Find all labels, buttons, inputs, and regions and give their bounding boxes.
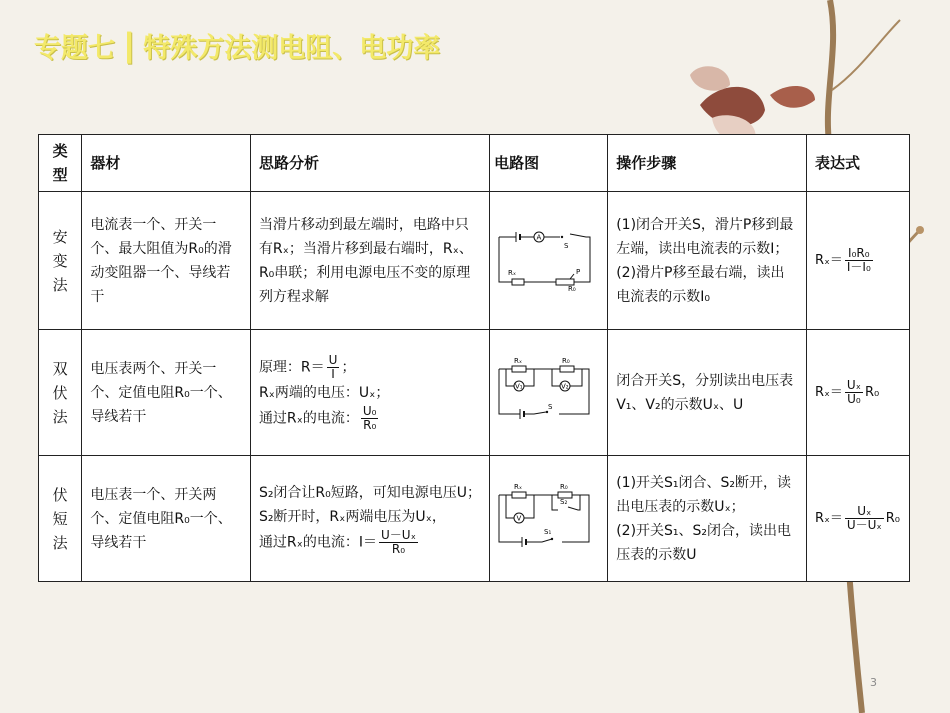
- step-item: (1)开关S₁闭合、S₂断开，读出电压表的示数Uₓ；: [616, 474, 792, 515]
- row-analysis: [250, 330, 489, 456]
- circuit-label: S₂: [560, 497, 568, 506]
- circuit-label: V: [516, 514, 522, 522]
- title-separator: ┃: [121, 33, 138, 64]
- row-analysis: [250, 456, 489, 582]
- analysis-line: Rₓ两端的电压：Uₓ；: [258, 384, 390, 401]
- row-expression: [807, 192, 910, 330]
- expression-formula: Rₓ＝ $\frac{\text{Uₓ}}{\text{U₀}}$ R₀: [815, 378, 880, 406]
- table-header-row: [39, 135, 910, 192]
- header-circuit: 电路图: [490, 135, 608, 192]
- table-row: [39, 330, 910, 456]
- step-item: (2)滑片P移至最右端，读出电流表的示数I₀: [616, 264, 785, 305]
- row-equipment: 电压表一个、开关两个、定值电阻R₀一个、导线若干: [82, 456, 251, 582]
- row-steps: [608, 330, 807, 456]
- row-type: 安变法: [39, 192, 82, 330]
- row-expression: [807, 456, 910, 582]
- circuit-diagram: [490, 192, 608, 330]
- row-analysis: 当滑片移动到最左端时，电路中只有Rₓ；当滑片移到最右端时，Rₓ、R₀串联；利用电源电压不变的原理列方程求解: [250, 192, 489, 330]
- header-type: 类型: [39, 135, 82, 192]
- circuit-label: Rₓ: [514, 356, 523, 365]
- circuit-label: P: [576, 267, 581, 276]
- circuit-label: V₂: [561, 382, 569, 390]
- header-steps: 操作步骤: [608, 135, 807, 192]
- circuit-label: A: [536, 233, 542, 241]
- analysis-line: 原理：R＝ $\frac{U}{I}$ ；: [258, 352, 356, 381]
- methods-table: [38, 134, 910, 582]
- header-equipment: 器材: [82, 135, 251, 192]
- header-analysis: 思路分析: [250, 135, 489, 192]
- circuit-label: S₁: [544, 527, 552, 536]
- row-type: 伏短法: [39, 456, 82, 582]
- step-item: (2)开关S₁、S₂闭合，读出电压表的示数U: [616, 522, 792, 563]
- title-subject: 特殊方法测电阻、电功率: [143, 33, 441, 64]
- table-row: [39, 456, 910, 582]
- circuit-diagram: [490, 330, 608, 456]
- circuit-ammeter-rheostat: [494, 222, 594, 292]
- circuit-label: S: [564, 241, 569, 250]
- circuit-label: R₀: [568, 284, 576, 292]
- circuit-label: Rₓ: [508, 268, 517, 277]
- row-type: 双伏法: [39, 330, 82, 456]
- analysis-line: S₂断开时，Rₓ两端电压为Uₓ，: [258, 509, 446, 525]
- circuit-label: S: [548, 402, 553, 411]
- title-topic: 专题七: [34, 33, 115, 64]
- table-row: [39, 192, 910, 330]
- row-expression: [807, 330, 910, 456]
- circuit-label: R₀: [562, 356, 570, 365]
- analysis-line: 通过Rₓ的电流： $\frac{\text{U₀}}{\text{R₀}}$: [258, 403, 377, 432]
- analysis-line: S₂闭合让R₀短路，可知电源电压U；: [258, 485, 482, 501]
- circuit-label: V₁: [515, 382, 523, 390]
- row-steps: [608, 456, 807, 582]
- slide-title: [34, 26, 440, 65]
- expression-formula: Rₓ＝ $\frac{\text{Uₓ}}{\text{U－Uₓ}}$ R₀: [815, 504, 901, 532]
- row-equipment: 电压表两个、开关一个、定值电阻R₀一个、导线若干: [82, 330, 251, 456]
- step-item: (1)闭合开关S，滑片P移到最左端，读出电流表的示数I；: [616, 216, 794, 257]
- circuit-label: Rₓ: [514, 482, 523, 491]
- circuit-label: R₀: [560, 482, 568, 491]
- circuit-diagram: [490, 456, 608, 582]
- analysis-line: 通过Rₓ的电流：I＝ $\frac{\text{U－Uₓ}}{\text{R₀}}$: [258, 528, 416, 556]
- header-expression: 表达式: [807, 135, 910, 192]
- page-number: 3: [870, 676, 877, 689]
- row-equipment: 电流表一个、开关一个、最大阻值为R₀的滑动变阻器一个、导线若干: [82, 192, 251, 330]
- expression-formula: Rₓ＝ $\frac{\text{I₀R₀}}{\text{I－I₀}}$: [815, 246, 871, 274]
- step-item: 闭合开关S，分别读出电压表V₁、V₂的示数Uₓ、U: [616, 372, 794, 413]
- circuit-short-switch: [494, 480, 594, 550]
- circuit-two-voltmeters: [494, 354, 594, 424]
- row-steps: [608, 192, 807, 330]
